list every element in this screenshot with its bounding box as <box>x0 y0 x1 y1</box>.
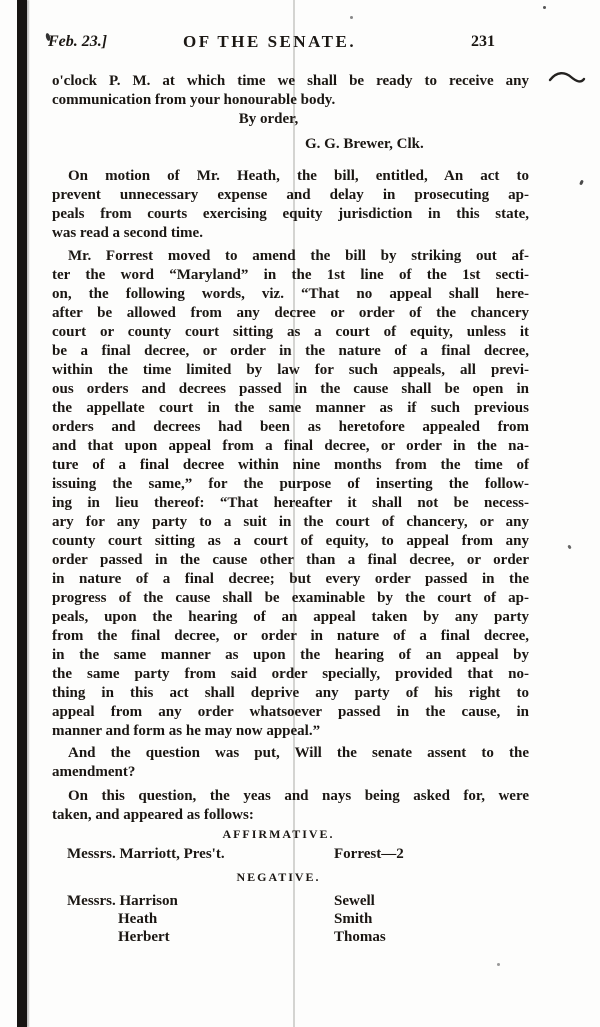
text-line: peals, upon the hearing of an appeal taken by any party <box>52 609 529 625</box>
vote-row <box>52 893 529 911</box>
scan-edge-bar <box>17 0 27 1027</box>
text-line: ary for any party to a suit in the court of chancery, or any <box>52 514 529 530</box>
text-line: county court sitting as a court of equity, to appeal from any <box>52 533 529 549</box>
vote-name-left: Herbert <box>118 929 170 945</box>
header-date: Feb. 23.] <box>48 33 108 50</box>
ink-speck <box>543 6 546 9</box>
text-line: prevent unnecessary expense and delay in prosecuting ap- <box>52 187 529 203</box>
text-line: taken, and appeared as follows: <box>52 807 254 823</box>
ink-speck <box>579 180 584 186</box>
text-line: ing in lieu thereof: “That hereafter it shall not be necess- <box>52 495 529 511</box>
text-line: o'clock P. M. at which time we shall be ready to receive any <box>52 73 529 89</box>
text-line: amendment? <box>52 764 136 780</box>
text-line: peals from courts exercising equity jurisdiction in this state, <box>52 206 529 222</box>
text-line: On motion of Mr. Heath, the bill, entitled, An act to <box>68 168 529 184</box>
text-line: be a final decree, or order in the nature of a final decree, <box>52 343 529 359</box>
vote-row <box>52 846 529 864</box>
text-line: in the same manner as upon the hearing of an appeal by <box>52 647 529 663</box>
paragraph-oclock <box>52 72 529 110</box>
vote-row <box>52 911 529 929</box>
text-line: order passed in the cause other than a final decree, or order <box>52 552 529 568</box>
text-line: appeal from any order whatsoever passed in the cause, in <box>52 704 529 720</box>
by-order-line: By order, <box>238 111 299 127</box>
text-line: ter the word “Maryland” in the 1st line of the 1st secti- <box>52 267 529 283</box>
vote-name-right: Thomas <box>334 929 386 945</box>
text-line: On this question, the yeas and nays being asked for, were <box>68 788 529 804</box>
ink-speck <box>567 545 572 550</box>
ink-squiggle-mark <box>548 68 586 88</box>
page-title: OF THE SENATE. <box>183 32 357 51</box>
text-line: within the time limited by law for such appeals, all previ- <box>52 362 529 378</box>
text-line: the same party from said order specially, provided that no- <box>52 666 529 682</box>
text-line: and that upon appeal from a final decree, or order in the na- <box>52 438 529 454</box>
text-line: in nature of a final decree; but every order passed in the <box>52 571 529 587</box>
text-line: court or county court sitting as a court of equity, unless it <box>52 324 529 340</box>
clerk-signature: G. G. Brewer, Clk. <box>305 136 424 152</box>
negative-heading: NEGATIVE. <box>236 870 321 884</box>
text-line: on, the following words, viz. “That no appeal shall here- <box>52 286 529 302</box>
vote-name-right: Forrest—2 <box>334 846 404 862</box>
affirmative-heading: AFFIRMATIVE. <box>222 827 335 841</box>
text-line: communication from your honourable body. <box>52 92 336 108</box>
page-header <box>48 32 529 55</box>
negative-rows <box>52 893 529 947</box>
vote-name-left: Messrs. Harrison <box>67 893 178 909</box>
text-line: ous orders and decrees passed in the cause shall be open in <box>52 381 529 397</box>
paragraph-question <box>52 744 529 782</box>
vote-name-left: Heath <box>118 911 158 927</box>
text-line: from the final decree, or order in nature of a final decree, <box>52 628 529 644</box>
vote-name-left: Messrs. Marriott, Pres't. <box>67 846 225 862</box>
text-line: progress of the cause shall be examinable by the court of ap- <box>52 590 529 606</box>
ink-speck <box>350 16 353 19</box>
text-line: manner and form as he may now appeal.” <box>52 723 321 739</box>
affirmative-rows <box>52 846 529 864</box>
text-line: ture of a final decree within nine months from the time of <box>52 457 529 473</box>
paragraph-yeas-nays <box>52 787 529 825</box>
paragraph-motion <box>52 167 529 243</box>
text-line: Mr. Forrest moved to amend the bill by striking out af- <box>68 248 529 264</box>
ink-speck <box>497 963 500 966</box>
text-line: And the question was put, Will the senate assent to the <box>68 745 529 761</box>
page-number: 231 <box>471 33 495 50</box>
text-line: issuing the same,” for the purpose of inserting the follow- <box>52 476 529 492</box>
paragraph-forrest-amendment <box>52 247 529 741</box>
text-line: after be allowed from any decree or order of the chancery <box>52 305 529 321</box>
vote-name-right: Sewell <box>334 893 375 909</box>
vote-row <box>52 929 529 947</box>
page-content <box>48 32 529 947</box>
vote-name-right: Smith <box>334 911 373 927</box>
text-line: thing in this act shall deprive any party of his right to <box>52 685 529 701</box>
text-line: the appellate court in the same manner as if such previous <box>52 400 529 416</box>
text-line: orders and decrees had been as heretofore appealed from <box>52 419 529 435</box>
text-line: was read a second time. <box>52 225 203 241</box>
